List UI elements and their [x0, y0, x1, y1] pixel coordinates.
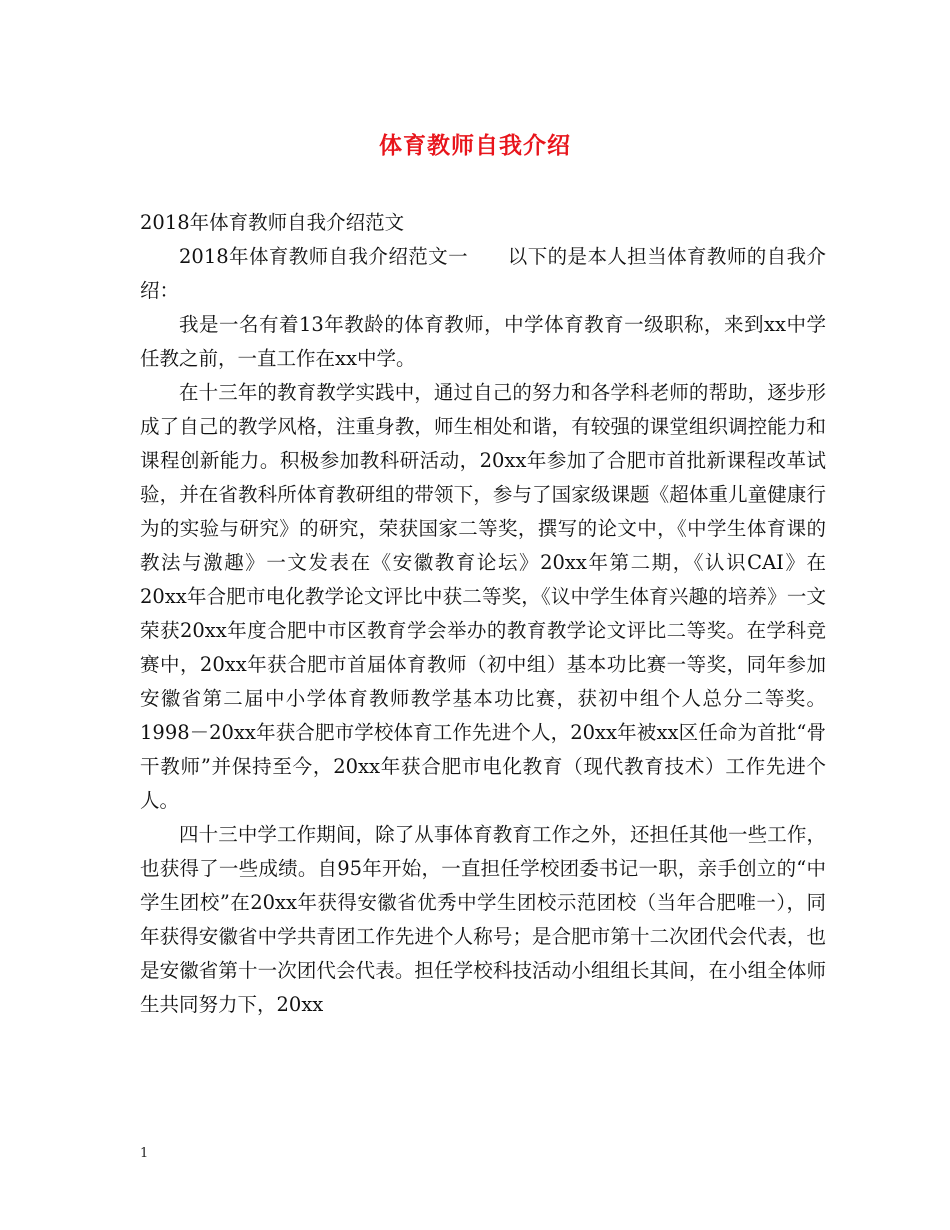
- paragraph-achievements: 在十三年的教育教学实践中，通过自己的努力和各学科老师的帮助，逐步形成了自己的教学风格，注重身教，师生相处和谐，有较强的课堂组织调控能力和课程创新能力。积极参加教科研活动，20xx年参加了合肥市首批新课程改革试验，并在省教科所体育教研组的带领下，参与了国家级课题《超体重儿童健康行为的实验与研究》的研究，荣获国家二等奖，撰写的论文中，《中学生体育课的教法与激趣》一文发表在《安徽教育论坛》20xx年第二期，《认识CAI》在20xx年合肥市电化教学论文评比中获二等奖，《议中学生体育兴趣的培养》一文荣获20xx年度合肥中市区教育学会举办的教育教学论文评比二等奖。在学科竞赛中，20xx年获合肥市首届体育教师（初中组）基本功比赛一等奖，同年参加安徽省第二届中小学体育教师教学基本功比赛，获初中组个人总分二等奖。1998－20xx年获合肥市学校体育工作先进个人，20xx年被xx区任命为首批“骨干教师”并保持至今，20xx年获合肥市电化教育（现代教育技术）工作先进个人。: [140, 381, 826, 812]
- paragraph-other-work: 四十三中学工作期间，除了从事体育教育工作之外，还担任其他一些工作，也获得了一些成绩。自95年开始，一直担任学校团委书记一职，亲手创立的“中学生团校”在20xx年获得安徽省优秀中学生团校示范团校（当年合肥唯一），同年获得安徽省中学共青团工作先进个人称号；是合肥市第十二次团代会代表，也是安徽省第十一次团代会代表。担任学校科技活动小组组长其间，在小组全体师生共同努力下，20xx: [140, 823, 826, 1016]
- page-number: 1: [140, 1146, 149, 1161]
- document-subtitle: 2018年体育教师自我介绍范文: [140, 211, 405, 234]
- document-body: [140, 240, 826, 1022]
- paragraph-intro: 2018年体育教师自我介绍范文一 以下的是本人担当体育教师的自我介绍：: [140, 245, 826, 302]
- document-title: 体育教师自我介绍: [379, 132, 571, 159]
- paragraph-background: 我是一名有着13年教龄的体育教师，中学体育教育一级职称，来到xx中学任教之前，一直工作在xx中学。: [140, 313, 826, 370]
